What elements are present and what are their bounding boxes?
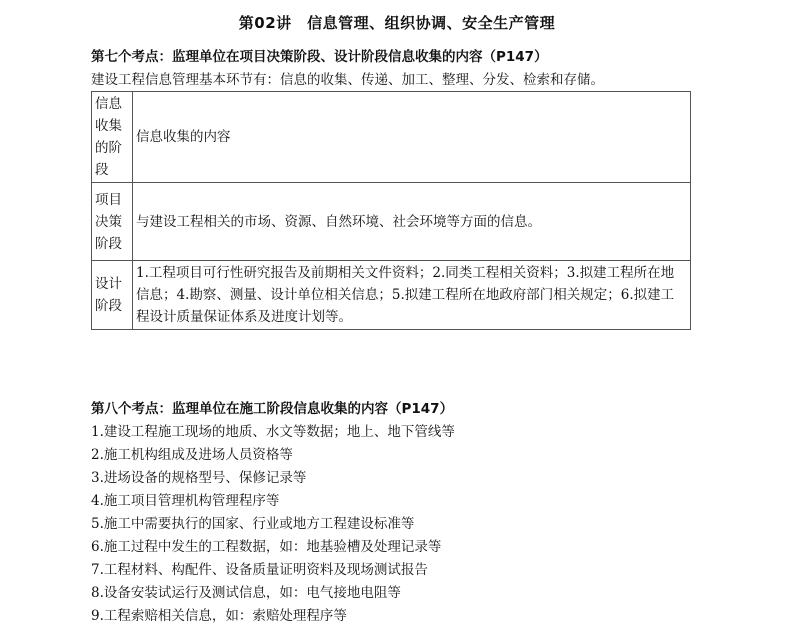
stage-cell: 设计阶段 (92, 261, 133, 330)
list-item: 8.设备安装试运行及测试信息，如：电气接地电阻等 (91, 585, 401, 601)
list-item: 2.施工机构组成及进场人员资格等 (91, 447, 293, 463)
info-collection-table (91, 91, 691, 330)
list-item: 9.工程索赔相关信息，如：索赔处理程序等 (91, 608, 347, 624)
table-row (92, 261, 691, 330)
content-cell: 1.工程项目可行性研究报告及前期相关文件资料；2.同类工程相关资料；3.拟建工程所在地信息；4.勘察、测量、设计单位相关信息；5.拟建工程所在地政府部门相关规定；6.拟建工程设计质量保证体系及进度计划等。 (133, 261, 691, 330)
table-row (92, 183, 691, 261)
table-row (92, 92, 691, 183)
section8-heading: 第八个考点：监理单位在施工阶段信息收集的内容（P147） (91, 401, 454, 417)
list-item: 7.工程材料、构配件、设备质量证明资料及现场测试报告 (91, 562, 428, 578)
content-cell: 与建设工程相关的市场、资源、自然环境、社会环境等方面的信息。 (133, 183, 691, 261)
content-cell: 信息收集的内容 (133, 92, 691, 183)
construction-info-list (91, 421, 455, 628)
list-item: 4.施工项目管理机构管理程序等 (91, 493, 280, 509)
list-item: 1.建设工程施工现场的地质、水文等数据；地上、地下管线等 (91, 424, 455, 440)
page-title: 第02讲 信息管理、组织协调、安全生产管理 (238, 14, 556, 32)
list-item: 3.进场设备的规格型号、保修记录等 (91, 470, 307, 486)
section7-intro: 建设工程信息管理基本环节有：信息的收集、传递、加工、整理、分发、检索和存储。 (91, 72, 604, 88)
section7-heading: 第七个考点：监理单位在项目决策阶段、设计阶段信息收集的内容（P147） (91, 49, 548, 65)
list-item: 5.施工中需要执行的国家、行业或地方工程建设标准等 (91, 516, 415, 532)
list-item: 6.施工过程中发生的工程数据，如：地基验槽及处理记录等 (91, 539, 442, 555)
stage-cell: 信息收集的阶段 (92, 92, 133, 183)
stage-cell: 项目决策阶段 (92, 183, 133, 261)
